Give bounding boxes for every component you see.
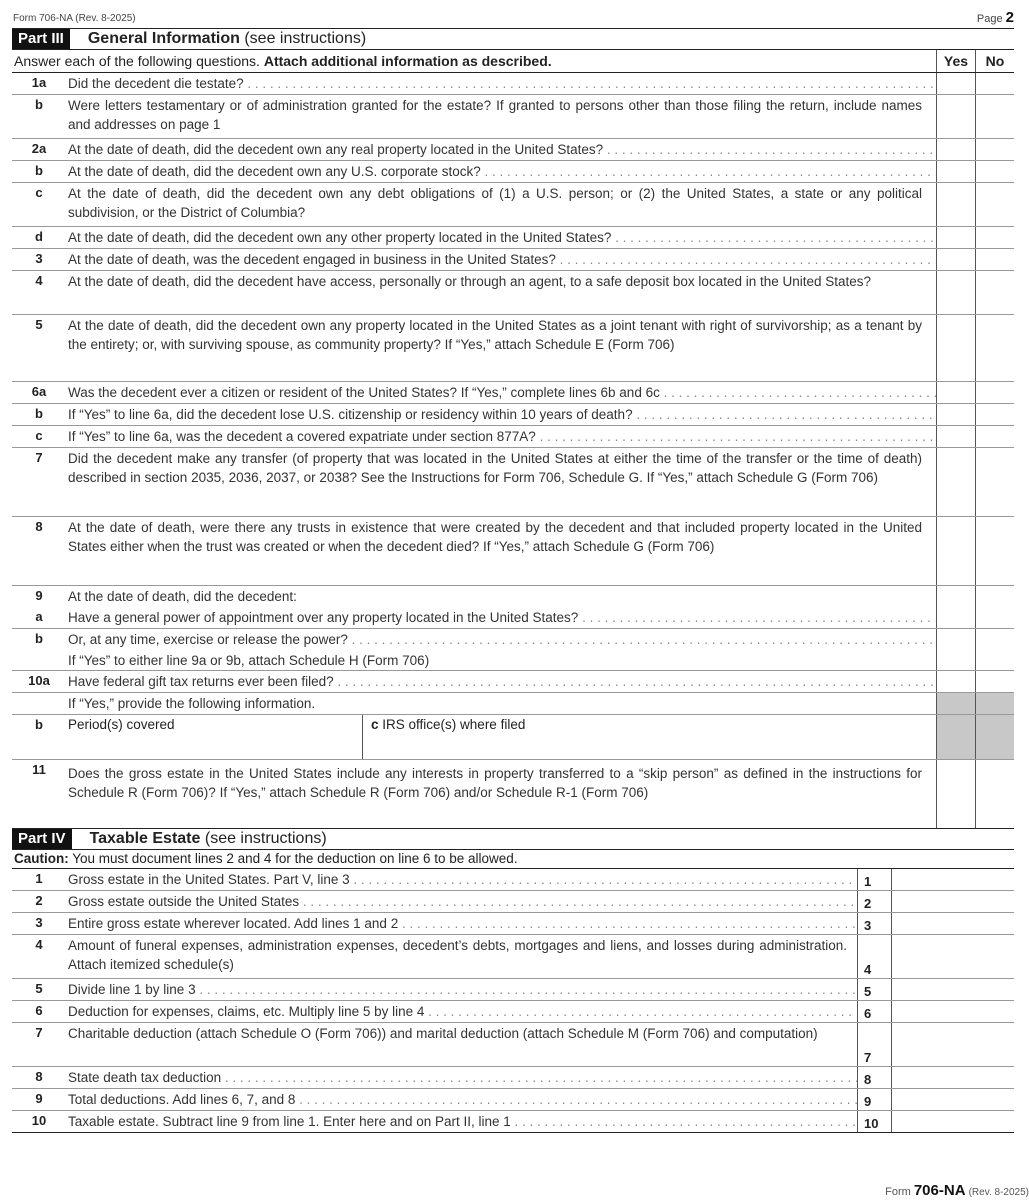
- part4-header: [12, 829, 1014, 850]
- line-text: Taxable estate. Subtract line 9 from line 1. Enter here and on Part II, line 1 . . .: [66, 1111, 857, 1132]
- yes-checkbox[interactable]: [936, 517, 975, 585]
- question-number: 1a: [31, 75, 47, 90]
- yes-checkbox[interactable]: [936, 139, 975, 160]
- line-text: Charitable deduction (attach Schedule O (Form 706)) and marital deduction (attach Schedule M (Form 706) and computation): [68, 1026, 818, 1041]
- question-number: 4: [35, 273, 43, 288]
- question-text: Did the decedent make any transfer (of property that was located in the United States at either the time of the transfer or the time of death) described in section 2035, 2036, 2037, or 2038? See the Instructions for Form 706, Schedule G. If “Yes,” attach Schedule G (Form 706): [68, 451, 922, 485]
- question-row: [12, 139, 1014, 161]
- yes-checkbox[interactable]: [936, 73, 975, 94]
- line-text: Total deductions. Add lines 6, 7, and 8 . . .: [66, 1089, 857, 1110]
- caution-note: Caution: You must document lines 2 and 4 for the deduction on line 6 to be allowed.: [12, 850, 1014, 869]
- question-row: [12, 73, 1014, 95]
- line-box-number: 7: [857, 1023, 891, 1066]
- yes-column-header: Yes: [936, 50, 975, 72]
- no-checkbox[interactable]: [975, 161, 1014, 182]
- amount-field[interactable]: [891, 891, 1014, 912]
- yes-checkbox-9b[interactable]: [936, 629, 975, 650]
- taxable-estate-line: [12, 1001, 1014, 1023]
- yes-checkbox[interactable]: [936, 95, 975, 138]
- yes-checkbox[interactable]: [936, 448, 975, 516]
- question-number: c: [35, 428, 43, 443]
- form-id: Form 706-NA (Rev. 8-2025): [13, 13, 136, 24]
- question-text: At the date of death, did the decedent own any property located in the United States as a joint tenant with right of survivorship; as a tenant by the entirety; or, with surviving spouse, as community property? If “Yes,” attach Schedule E (Form 706): [68, 318, 922, 352]
- line-number: 2: [35, 893, 43, 908]
- line-number: 8: [35, 1069, 43, 1084]
- question-row-11: 11 Does the gross estate in the United States include any interests in property transferred to a “skip person” as defined in the instructions for Schedule R (Form 706)? If “Yes,” attach Schedule R (Form 706) and/or Schedule R-1 (Form 706): [12, 760, 1014, 829]
- line-box-number: 10: [857, 1111, 891, 1132]
- question-row-10bc: b Period(s) covered c IRS office(s) where filed: [12, 715, 1014, 760]
- line-box-number: 3: [857, 913, 891, 934]
- line-box-number: 6: [857, 1001, 891, 1022]
- question-row-9b: b Or, at any time, exercise or release the power? . . .: [12, 629, 1014, 650]
- yes-checkbox[interactable]: [936, 249, 975, 270]
- yes-checkbox[interactable]: [936, 161, 975, 182]
- question-number: 8: [35, 519, 43, 534]
- question-row: [12, 249, 1014, 271]
- line-text: Divide line 1 by line 3 . . .: [66, 979, 857, 1000]
- line-text: Gross estate in the United States. Part V, line 3 . . .: [66, 869, 857, 890]
- no-checkbox[interactable]: [975, 517, 1014, 585]
- page-header: [12, 0, 1014, 29]
- no-checkbox-9a[interactable]: [975, 607, 1014, 628]
- question-text: Were letters testamentary or of administration granted for the estate? If granted to persons other than those filing the return, include names and addresses on page 1: [68, 98, 922, 132]
- question-row-9: 9 At the date of death, did the decedent:: [12, 586, 1014, 607]
- taxable-estate-line: [12, 1023, 1014, 1067]
- no-checkbox-10a[interactable]: [975, 671, 1014, 692]
- no-checkbox[interactable]: [975, 271, 1014, 314]
- line-box-number: 8: [857, 1067, 891, 1088]
- amount-field[interactable]: [891, 869, 1014, 890]
- question-row: [12, 382, 1014, 404]
- question-text: Was the decedent ever a citizen or resident of the United States? If “Yes,” complete lines 6b and 6c . . .: [66, 382, 936, 403]
- yes-checkbox[interactable]: [936, 271, 975, 314]
- part3-question-list: [12, 73, 1014, 586]
- no-column-header: No: [975, 50, 1014, 72]
- part3-label: Part III: [12, 29, 70, 49]
- no-checkbox[interactable]: [975, 73, 1014, 94]
- question-text: At the date of death, were there any trusts in existence that were created by the decedent and that included property located in the United States either when the trust was created or when the decedent died? If “Yes,” attach Schedule G (Form 706): [68, 520, 922, 554]
- question-text: If “Yes” to line 6a, was the decedent a covered expatriate under section 877A? . . .: [66, 426, 936, 447]
- line-number: 7: [35, 1025, 43, 1040]
- question-number: 3: [35, 251, 43, 266]
- line-box-number: 9: [857, 1089, 891, 1110]
- form-page: [12, 0, 1014, 1133]
- yes-checkbox[interactable]: [936, 404, 975, 425]
- page-number: Page 2: [976, 9, 1014, 26]
- line-box-number: 4: [857, 935, 891, 978]
- part3-header: [12, 29, 1014, 50]
- yes-checkbox[interactable]: [936, 382, 975, 403]
- question-row: [12, 183, 1014, 227]
- taxable-estate-line: [12, 979, 1014, 1001]
- question-number: 6a: [31, 384, 47, 399]
- question-row: [12, 448, 1014, 517]
- line-number: 4: [35, 937, 43, 952]
- question-row: [12, 517, 1014, 586]
- part3-title: General Information (see instructions): [87, 30, 367, 47]
- question-number: b: [35, 163, 43, 178]
- question-row: [12, 315, 1014, 382]
- question-row-9a: a Have a general power of appointment over any property located in the United States? . . .: [12, 607, 1014, 629]
- yes-checkbox-10a[interactable]: [936, 671, 975, 692]
- line-number: 6: [35, 1003, 43, 1018]
- question-number: 7: [35, 450, 43, 465]
- yes-checkbox-9a[interactable]: [936, 607, 975, 628]
- page-footer: Form 706-NA (Rev. 8-2025): [885, 1182, 1029, 1199]
- no-checkbox[interactable]: [975, 315, 1014, 381]
- line-text: Deduction for expenses, claims, etc. Multiply line 5 by line 4 . . .: [66, 1001, 857, 1022]
- no-checkbox[interactable]: [975, 448, 1014, 516]
- period-covered-field[interactable]: Period(s) covered: [68, 717, 175, 732]
- yes-checkbox-11[interactable]: [936, 760, 975, 828]
- question-number: 2a: [31, 141, 47, 156]
- line-number: 3: [35, 915, 43, 930]
- line-text: Entire gross estate wherever located. Add lines 1 and 2 . . .: [66, 913, 857, 934]
- question-row: [12, 95, 1014, 139]
- question-text: At the date of death, did the decedent own any real property located in the United States? . . .: [66, 139, 936, 160]
- yes-checkbox[interactable]: [936, 426, 975, 447]
- line-box-number: 5: [857, 979, 891, 1000]
- no-checkbox[interactable]: [975, 426, 1014, 447]
- amount-field[interactable]: [891, 1023, 1014, 1066]
- taxable-estate-line: [12, 1089, 1014, 1111]
- line-number: 1: [35, 871, 43, 886]
- line-number: 9: [35, 1091, 43, 1106]
- question-text-11: Does the gross estate in the United States include any interests in property transferred to a “skip person” as defined in the instructions for Schedule R (Form 706)? If “Yes,” attach Schedule R (Form 706) and/or Schedule R-1 (Form 706): [68, 766, 922, 800]
- no-checkbox[interactable]: [975, 382, 1014, 403]
- question-number: 5: [35, 317, 43, 332]
- question-row: [12, 404, 1014, 426]
- no-checkbox[interactable]: [975, 404, 1014, 425]
- no-checkbox-11[interactable]: [975, 760, 1014, 828]
- taxable-estate-line: [12, 913, 1014, 935]
- question-row-9-note: If “Yes” to either line 9a or 9b, attach Schedule H (Form 706): [12, 650, 1014, 671]
- no-checkbox-9b[interactable]: [975, 629, 1014, 650]
- question-row-10a: 10a Have federal gift tax returns ever been filed? . . .: [12, 671, 1014, 693]
- yes-checkbox[interactable]: [936, 183, 975, 226]
- question-text: If “Yes” to line 6a, did the decedent lose U.S. citizenship or residency within 10 years of death? . . .: [66, 404, 936, 425]
- amount-field[interactable]: [891, 1001, 1014, 1022]
- no-checkbox[interactable]: [975, 249, 1014, 270]
- irs-office-field[interactable]: c IRS office(s) where filed: [362, 715, 936, 759]
- question-text: Did the decedent die testate? . . .: [66, 73, 936, 94]
- amount-field[interactable]: [891, 1111, 1014, 1132]
- part4-label: Part IV: [12, 829, 72, 849]
- amount-field[interactable]: [891, 979, 1014, 1000]
- part3-instructions-row: Answer each of the following questions. Attach additional information as described. Yes No: [12, 50, 1014, 73]
- question-text: At the date of death, was the decedent engaged in business in the United States? . . .: [66, 249, 936, 270]
- taxable-estate-line: [12, 891, 1014, 913]
- amount-field[interactable]: [891, 1089, 1014, 1110]
- question-text: At the date of death, did the decedent own any debt obligations of (1) a U.S. person; or (2) the United States, a state or any political subdivision, or the District of Columbia?: [68, 186, 922, 220]
- question-text: At the date of death, did the decedent have access, personally or through an agent, to a safe deposit box located in the United States?: [68, 274, 872, 289]
- line-number: 5: [35, 981, 43, 996]
- part4-line-list: [12, 869, 1014, 1133]
- no-checkbox[interactable]: [975, 183, 1014, 226]
- line-text: Amount of funeral expenses, administration expenses, decedent’s debts, mortgages and liens, and losses during administration. Attach itemized schedule(s): [68, 938, 847, 972]
- amount-field[interactable]: [891, 1067, 1014, 1088]
- question-number: d: [35, 229, 43, 244]
- question-text: At the date of death, did the decedent own any U.S. corporate stock? . . .: [66, 161, 936, 182]
- taxable-estate-line: [12, 1067, 1014, 1089]
- taxable-estate-line: [12, 869, 1014, 891]
- line-box-number: 2: [857, 891, 891, 912]
- taxable-estate-line: [12, 935, 1014, 979]
- question-number: b: [35, 406, 43, 421]
- yes-checkbox[interactable]: [936, 227, 975, 248]
- no-checkbox[interactable]: [975, 95, 1014, 138]
- amount-field[interactable]: [891, 913, 1014, 934]
- line-number: 10: [31, 1113, 47, 1128]
- yes-checkbox[interactable]: [936, 315, 975, 381]
- amount-field[interactable]: [891, 935, 1014, 978]
- line-box-number: 1: [857, 869, 891, 890]
- taxable-estate-line: [12, 1111, 1014, 1133]
- question-number: c: [35, 185, 43, 200]
- question-row: [12, 271, 1014, 315]
- question-text: At the date of death, did the decedent own any other property located in the United States? . . .: [66, 227, 936, 248]
- question-row: [12, 161, 1014, 183]
- question-row-10-note: If “Yes,” provide the following information.: [12, 693, 1014, 715]
- question-number: b: [35, 97, 43, 112]
- question-row: [12, 426, 1014, 448]
- no-checkbox[interactable]: [975, 227, 1014, 248]
- no-checkbox[interactable]: [975, 139, 1014, 160]
- line-text: State death tax deduction . . .: [66, 1067, 857, 1088]
- line-text: Gross estate outside the United States . . .: [66, 891, 857, 912]
- part4-title: Taxable Estate (see instructions): [89, 830, 327, 847]
- question-row: [12, 227, 1014, 249]
